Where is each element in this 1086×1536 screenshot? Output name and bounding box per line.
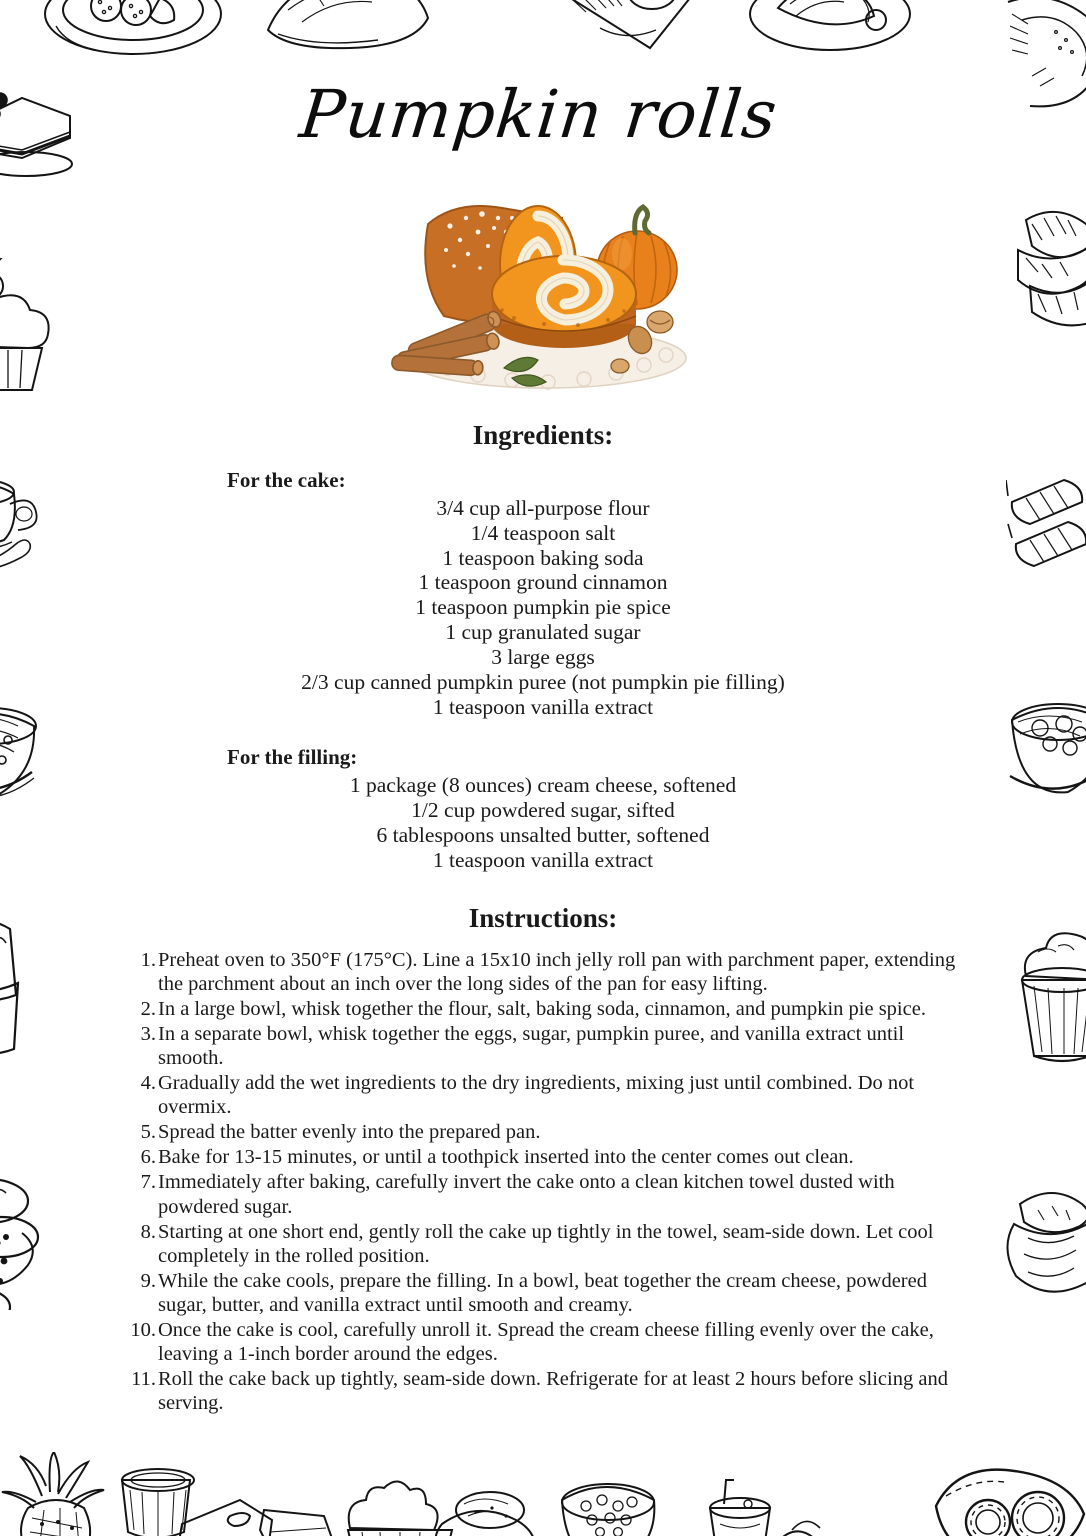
list-item: 2/3 cup canned pumpkin puree (not pumpkin pie filling): [301, 669, 785, 694]
ingredient-group-filling: [0, 745, 1086, 872]
instructions-heading: Instructions:: [468, 902, 618, 933]
filling-ingredient-list: [0, 773, 1086, 872]
list-item: 6 tablespoons unsalted butter, softened: [376, 823, 710, 848]
pumpkin-roll-cake-illustration: [388, 162, 698, 394]
instruction-step: Bake for 13-15 minutes, or until a toothpick inserted into the center comes out clean.: [158, 1146, 854, 1169]
instructions-list: [0, 948, 1086, 1415]
instruction-step: In a large bowl, whisk together the flour, salt, baking soda, cinnamon, and pumpkin pie spice.: [158, 997, 926, 1020]
instruction-step: Once the cake is cool, carefully unroll it. Spread the cream cheese filling evenly over the cake, leaving a 1-inch border around the edges.: [158, 1318, 934, 1366]
list-item: 1/2 cup powdered sugar, sifted: [411, 798, 675, 823]
instruction-step: Spread the batter evenly into the prepared pan.: [158, 1121, 541, 1144]
instruction-step: Preheat oven to 350°F (175°C). Line a 15x10 inch jelly roll pan with parchment paper, extending the parchment about an inch over the long sides of the pan for easy lifting.: [158, 948, 956, 995]
cake-subhead: For the cake:: [227, 468, 346, 492]
instruction-step: Gradually add the wet ingredients to the dry ingredients, mixing just until combined. Do not overmix.: [158, 1072, 915, 1119]
filling-subhead: For the filling:: [227, 745, 358, 770]
cake-ingredient-list: [0, 496, 1086, 719]
instruction-step: While the cake cools, prepare the filling. In a bowl, beat together the cream cheese, powdered sugar, butter, and vanilla extract until smooth and creamy.: [158, 1269, 927, 1316]
list-item: 3 large eggs: [491, 644, 595, 669]
ingredients-heading: Ingredients:: [472, 420, 614, 450]
list-item: 1 teaspoon vanilla extract: [432, 847, 654, 872]
instruction-step: Immediately after baking, carefully invert the cake onto a clean kitchen towel dusted with powdered sugar.: [158, 1171, 895, 1218]
instruction-step: In a separate bowl, whisk together the eggs, sugar, pumpkin puree, and vanilla extract until smooth.: [158, 1023, 905, 1070]
list-item: 1 teaspoon vanilla extract: [432, 694, 654, 719]
instruction-step: Starting at one short end, gently roll the cake up tightly in the towel, seam-side down. Let cool completely in the rolled position.: [158, 1220, 934, 1267]
list-item: 1 teaspoon baking soda: [442, 545, 644, 570]
list-item: 3/4 cup all-purpose flour: [436, 496, 650, 520]
instruction-step: Roll the cake back up tightly, seam-side down. Refrigerate for at least 2 hours before slicing and serving.: [158, 1368, 948, 1415]
list-item: 1/4 teaspoon salt: [470, 520, 616, 545]
ingredient-group-cake: [0, 468, 1086, 719]
page-title: Pumpkin rolls: [296, 76, 782, 153]
list-item: 1 teaspoon pumpkin pie spice: [415, 595, 671, 620]
list-item: 1 package (8 ounces) cream cheese, softened: [349, 773, 737, 798]
list-item: 1 teaspoon ground cinnamon: [418, 570, 668, 595]
list-item: 1 cup granulated sugar: [445, 620, 641, 645]
